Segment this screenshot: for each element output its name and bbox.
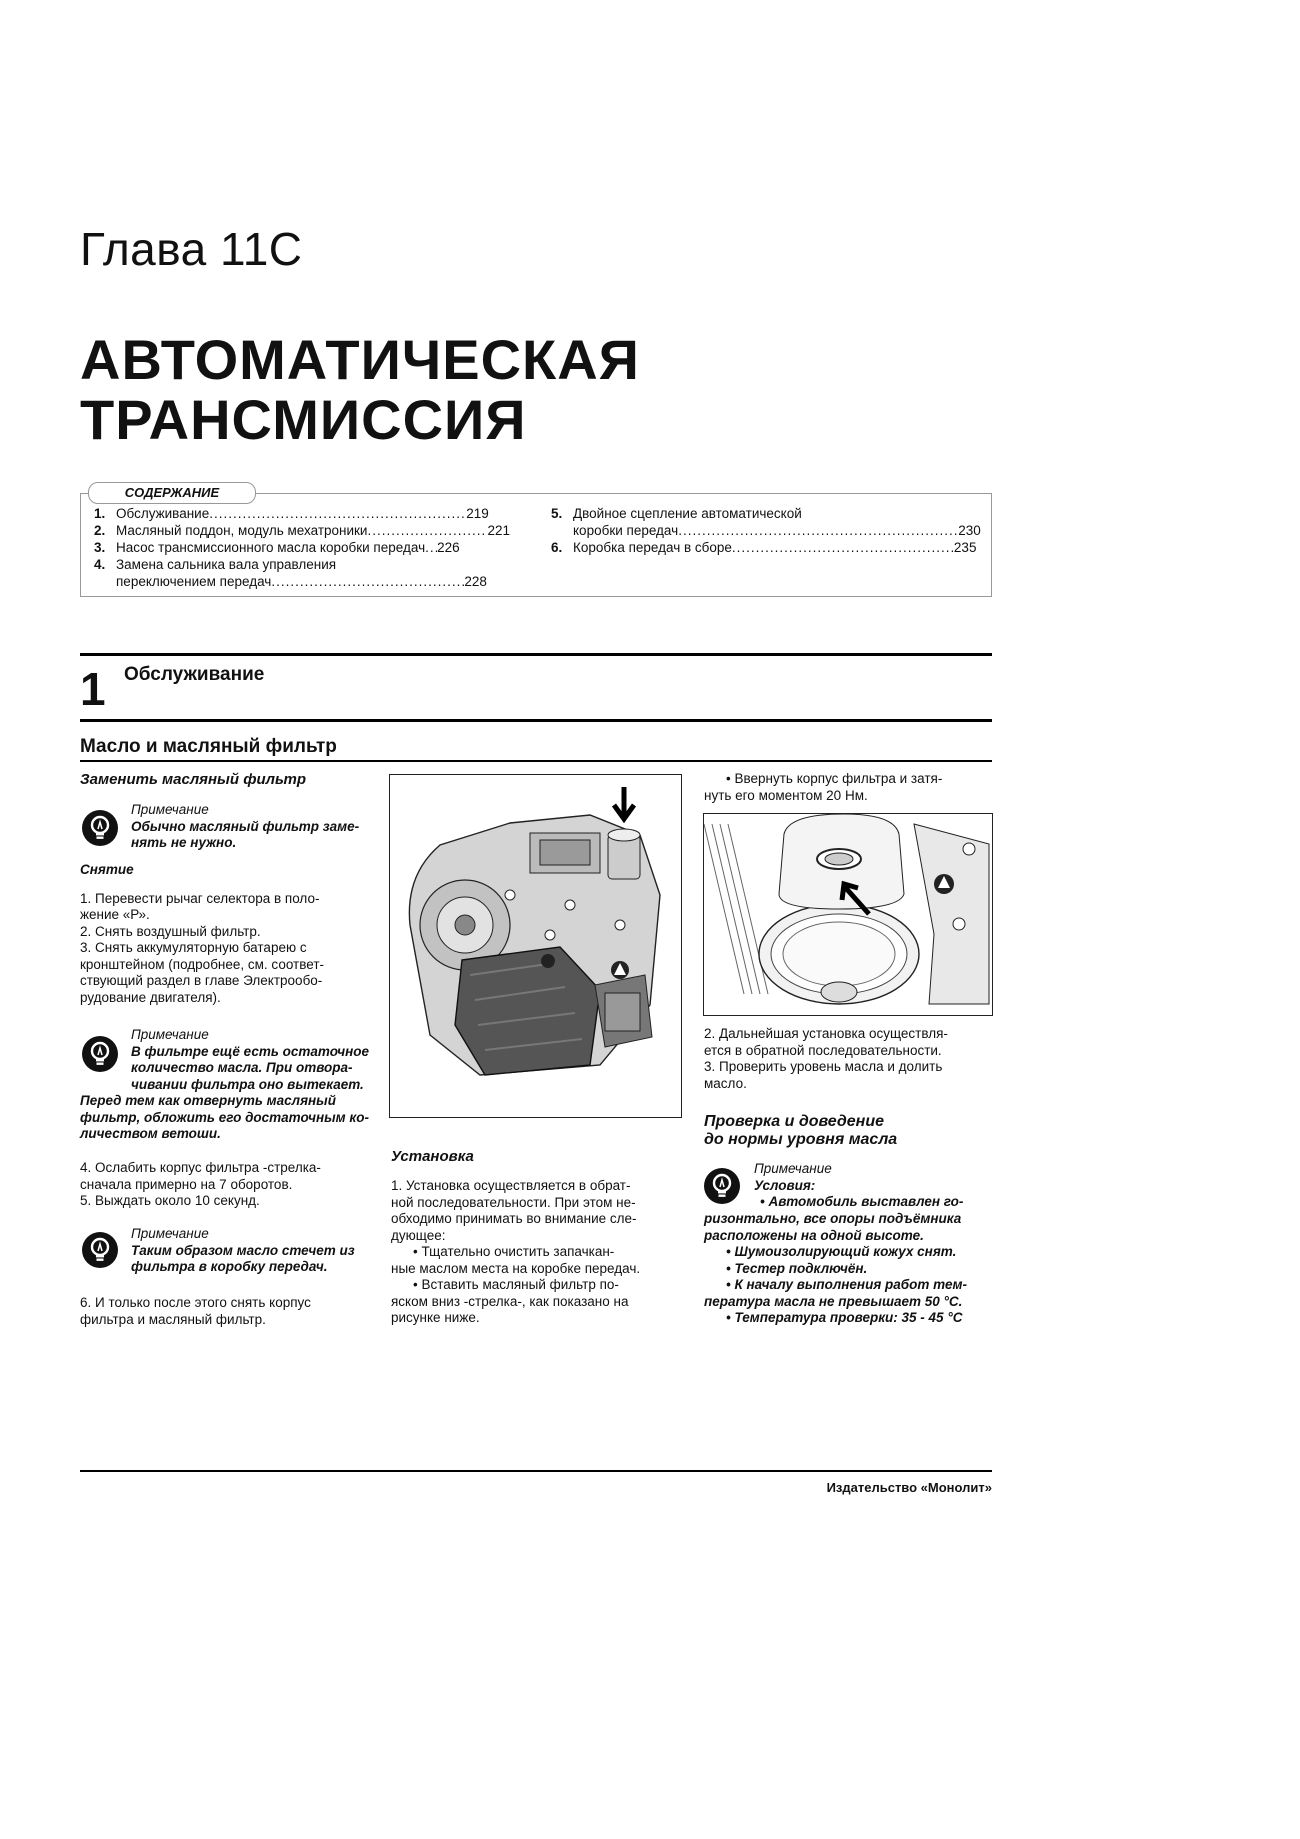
lightbulb-icon [82,1232,118,1268]
section-number: 1 [80,663,106,715]
install-step-3: 3. Проверить уровень масла и долить [704,1059,943,1074]
note-2: Примечание В фильтре ещё есть остаточное количество масла. При отвора- чивании фильтра оно вытекает. [131,1027,370,1092]
col2-heading: Установка [391,1148,474,1165]
oil-filter-figure [703,813,993,1016]
col2-install-text: 1. Установка осуществляется в обрат- ной последовательности. При этом не- обходимо принимать во внимание сле- дующее: • Тщательно очистить запачкан- ные маслом места на коробке передач. • Вставить масляный фильтр по- яском вниз -стрелка-, как показано на рисунке ниже. [391,1178,683,1327]
toc-item-1[interactable]: 1. Обслуживание..... 219 [94,505,489,522]
toc-item-6[interactable]: 6. Коробка передач в сборе..... 235 [551,539,976,556]
install-step-1: 1. Установка осуществляется в обрат- [391,1178,631,1193]
transmission-figure [389,774,682,1118]
install-bullet-1: • Тщательно очистить запачкан- [413,1244,615,1259]
col3-torque-text: • Ввернуть корпус фильтра и затя- нуть его моментом 20 Нм. [704,771,943,803]
toc-heading: СОДЕРЖАНИЕ [88,482,256,504]
note-2-continued: Перед тем как отвернуть масляный фильтр, обложить его достаточным ко- личеством ветоши. [80,1093,369,1141]
footer-rule [80,1470,992,1472]
toc-item-4[interactable]: 4. Замена сальника вала управления переключением передач..... 228 [94,556,487,590]
step-2: 2. Снять воздушный фильтр. [80,923,261,939]
lightbulb-icon [704,1168,740,1204]
lightbulb-icon [82,1036,118,1072]
lightbulb-icon [82,810,118,846]
removal-heading: Снятие [80,862,134,877]
step-1: 1. Перевести рычаг селектора в поло- [80,890,320,906]
col3-heading: Проверка и доведение до нормы уровня масла [704,1113,898,1148]
col1-steps-4-5: 4. Ослабить корпус фильтра -стрелка- сначала примерно на 7 оборотов. 5. Выждать около 10 секунд. [80,1160,321,1208]
section-title: Обслуживание [124,664,265,685]
section-rule-top [80,653,992,656]
col1-heading: Заменить масляный фильтр [80,771,306,788]
step-5: 5. Выждать около 10 секунд. [80,1193,260,1208]
col3-install-text: 2. Дальнейшая установка осуществля- ется в обратной последовательности. 3. Проверить уровень масла и долить масло. [704,1026,994,1092]
note-3: Примечание Таким образом масло стечет из фильтра в коробку передач. [131,1226,355,1274]
toc-item-3[interactable]: 3. Насос трансмиссионного масла коробки передач..... 226 [94,539,460,556]
install-bullet-2: • Вставить масляный фильтр по- [413,1277,619,1292]
note-conditions: Примечание Условия: • Автомобиль выставлен го- [754,1161,964,1209]
toc-item-5[interactable]: 5. Двойное сцепление автоматической коробки передач..... 230 [551,505,981,539]
chapter-label: Глава 11С [80,223,303,275]
subsection-title: Масло и масляный фильтр [80,736,337,757]
subsection-rule [80,760,992,762]
title-line-1: АВТОМАТИЧЕСКАЯ [80,328,640,391]
page-title [80,330,640,450]
section-rule-bottom [80,719,992,722]
toc-item-2[interactable]: 2. Масляный поддон, модуль мехатроники..... 221 [94,522,510,539]
step-4: 4. Ослабить корпус фильтра -стрелка- [80,1160,321,1175]
title-line-2: ТРАНСМИССИЯ [80,388,527,451]
col1-removal-block: Снятие 1. Перевести рычаг селектора в поло- жение «Р». 2. Снять воздушный фильтр. 3. Снять аккумуляторную батарею с кронштейном (подробнее, см. соответ- ствующий раздел в главе Электрообо- рудование двигателя). [80,862,370,1006]
install-step-2: 2. Дальнейшая установка осуществля- [704,1026,948,1041]
publisher-footer: Издательство «Монолит» [826,1480,992,1495]
note-conditions-continued: ризонтально, все опоры подъёмника расположены на одной высоте. • Шумоизолирующий кожух снят. • Тестер подключён. • К началу выполнения работ тем- пература масла не превышает 50 °С. • Температура проверки: 35 - 45 °С [704,1211,967,1325]
step-3: 3. Снять аккумуляторную батарею с [80,940,307,955]
note-1: Примечание Обычно масляный фильтр заме- нять не нужно. [131,802,360,850]
step-6: 6. И только после этого снять корпус фильтра и масляный фильтр. [80,1295,311,1327]
